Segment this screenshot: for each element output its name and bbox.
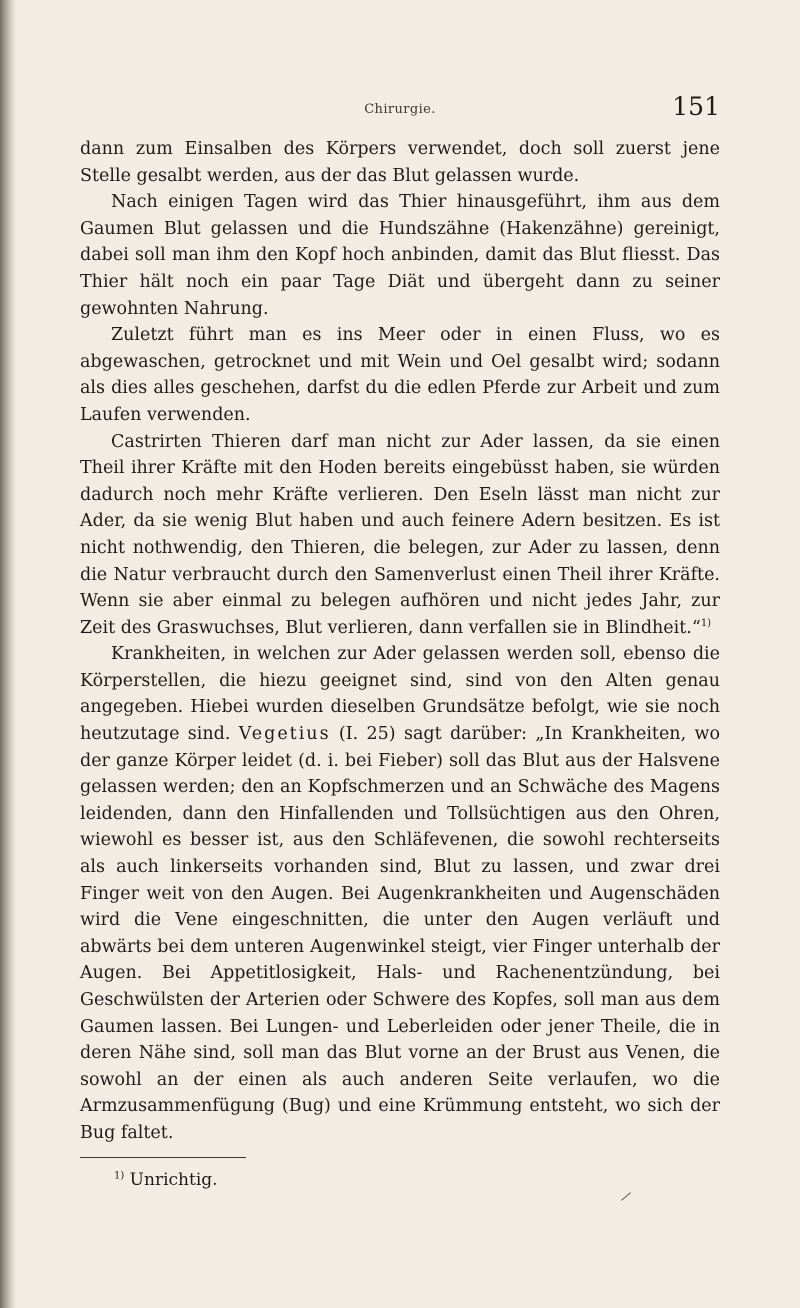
paragraph-5-text-before: Krankheiten, in welchen zur Ader gelassen werden soll, ebenso die Körperstellen, die hiezu geeignet sind, sind von den Alten genau angegeben. Hiebei wurden dieselben Grundsätze befolgt, wie sie noch heutzutage sind. [80, 644, 720, 745]
footnote [80, 1168, 720, 1192]
paragraph-3: Zuletzt führt man es ins Meer oder in einen Fluss, wo es abgewaschen, getrocknet und mit Wein und Oel gesalbt wird; sodann als dies alles geschehen, darfst du die edlen Pferde zur Arbeit und zum Laufen verwenden. [80, 325, 720, 425]
author-name-vegetius: Vegetius [238, 724, 331, 745]
paragraph-1: dann zum Einsalben des Körpers verwendet, doch soll zuerst jene Stelle gesalbt werden, aus der das Blut gelassen wurde. [80, 139, 720, 186]
footnote-marker: 1) [114, 1169, 125, 1181]
paragraph-5 [80, 641, 720, 1146]
paragraph-5-text-after: (I. 25) sagt darüber: „In Krankheiten, wo der ganze Körper leidet (d. i. bei Fieber) soll das Blut aus der Halsvene gelassen werden; den an Kopfschmerzen und an Schwäche des Magens leidenden, dann den Hinfallenden und Tollsüchtigen aus den Ohren, wiewohl es besser ist, aus den Schläfevenen, die sowohl rechterseits als auch linkerseits vorhanden sind, Blut zu lassen, und zwar drei Finger weit von den Augen. Bei Augenkrankheiten und Augenschäden wird die Vene eingeschnitten, die unter den Augen verläuft und abwärts bei dem unteren Augenwinkel steigt, vier Finger unterhalb der Augen. Bei Appetitlosigkeit, Hals- und Rachenentzündung, bei Geschwülsten der Arterien oder Schwere des Kopfes, soll man aus dem Gaumen lassen. Bei Lungen- und Leberleiden oder jener Theile, die in deren Nähe sind, soll man das Blut vorne an der Brust aus Venen, die sowohl an der einen als auch anderen Seite verlaufen, wo die Armzusammenfügung (Bug) und eine Krümmung entsteht, wo sich der Bug faltet. [80, 724, 720, 1143]
paragraph-4 [80, 429, 720, 642]
paragraph-4-text: Castrirten Thieren darf man nicht zur Ader lassen, da sie einen Theil ihrer Kräfte mit den Hoden bereits eingebüsst haben, sie würden dadurch noch mehr Kräfte verlieren. Den Eseln lässt man nicht zur Ader, da sie wenig Blut haben und auch feinere Adern besitzen. Es ist nicht nothwendig, den Thieren, die belegen, zur Ader zu lassen, denn die Natur verbraucht durch den Samenverlust einen Theil ihrer Kräfte. Wenn sie aber einmal zu belegen aufhören und nicht jedes Jahr, zur Zeit des Graswuchses, Blut verlieren, dann verfallen sie in Blindheit.“ [80, 431, 720, 638]
stray-pencil-mark [621, 1192, 631, 1200]
book-spine-shadow [0, 0, 16, 1308]
book-page [80, 92, 720, 1192]
paragraph-2: Nach einigen Tagen wird das Thier hinausgeführt, ihm aus dem Gaumen Blut gelassen und die Hundszähne (Hakenzähne) gereinigt, dabei soll man ihm den Kopf hoch anbinden, damit das Blut fliesst. Das Thier hält noch ein paar Tage Diät und übergeht dann zu seiner gewohnten Nahrung. [80, 192, 720, 319]
footnote-text: Unrichtig. [129, 1169, 218, 1190]
page-number: 151 [672, 92, 720, 121]
footnote-reference: 1) [700, 617, 712, 629]
running-title: Chirurgie. [364, 102, 436, 117]
body-text [80, 136, 720, 1147]
page-header [80, 92, 720, 132]
footnote-divider [80, 1157, 246, 1158]
